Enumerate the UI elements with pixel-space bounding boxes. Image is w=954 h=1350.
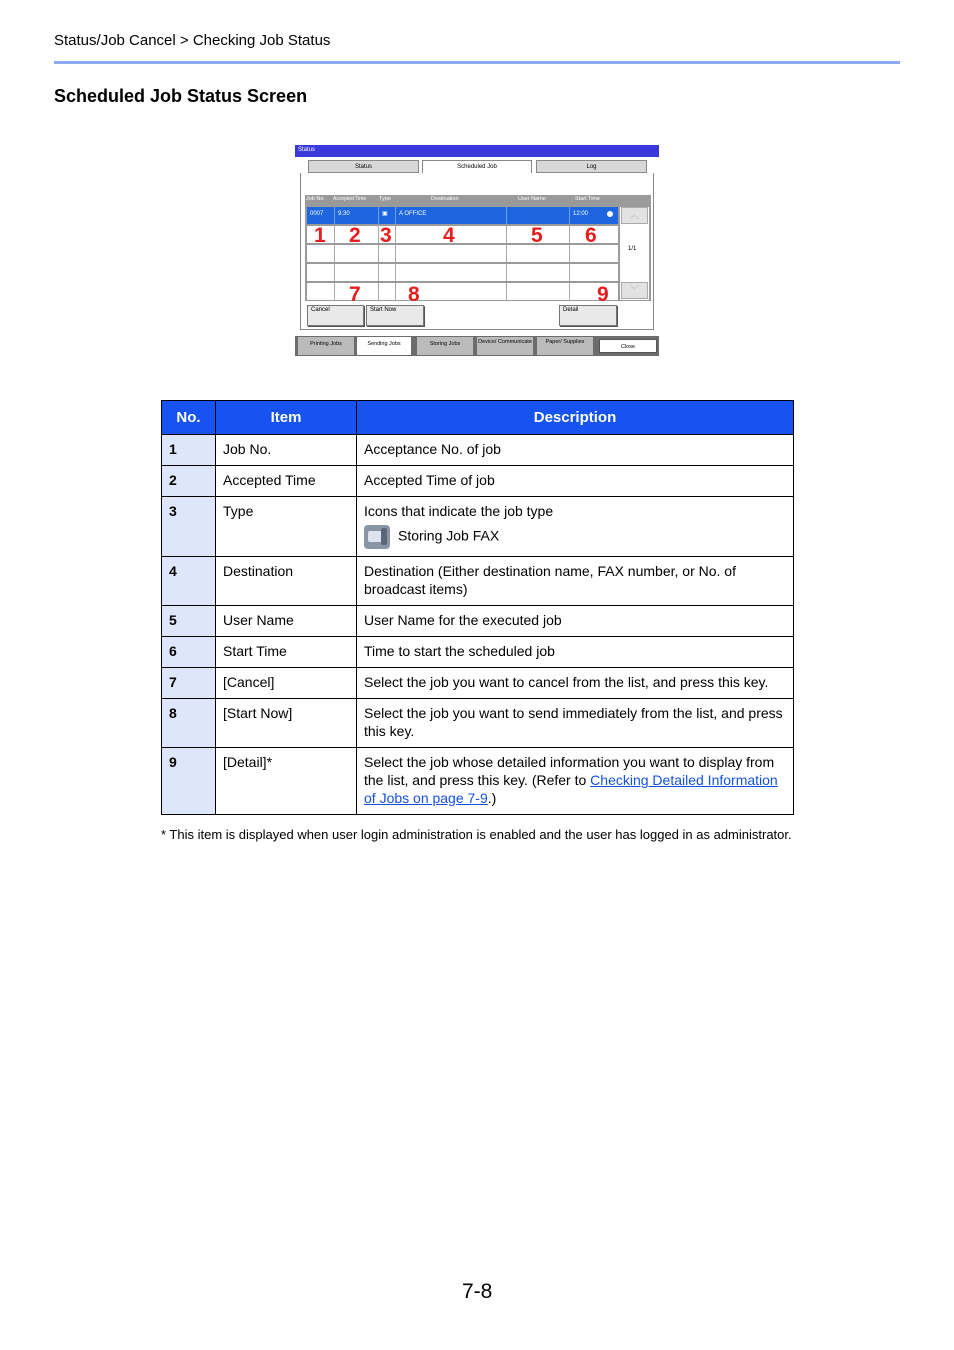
- row-description: Accepted Time of job: [357, 466, 794, 497]
- row-description: Acceptance No. of job: [357, 435, 794, 466]
- col-accepted-time: Accepted Time: [333, 196, 367, 202]
- fax-icon: [364, 525, 390, 549]
- row-no: 7: [162, 668, 216, 699]
- cell-user-name: [507, 207, 570, 224]
- detail-description-text: Select the job whose detailed information you want to display from the list, and press this key. (Refer to: [364, 754, 775, 788]
- tab-status[interactable]: Status: [308, 160, 419, 173]
- header-item: Item: [216, 401, 357, 435]
- row-description: Time to start the scheduled job: [357, 637, 794, 668]
- callout-9: 9: [597, 283, 609, 306]
- cell-start-time: 12:00: [570, 207, 618, 224]
- tab-storing-jobs[interactable]: Storing Jobs: [417, 337, 473, 355]
- row-item: Job No.: [216, 435, 357, 466]
- callout-7: 7: [349, 283, 361, 306]
- start-now-button[interactable]: Start Now: [366, 305, 424, 326]
- row-description: [357, 748, 794, 815]
- callout-4: 4: [443, 224, 455, 247]
- col-job-no: Job No.: [306, 196, 325, 202]
- scroll-down-button[interactable]: ﹀: [621, 282, 648, 299]
- job-row-selected[interactable]: [307, 207, 618, 224]
- type-description: Icons that indicate the job type: [364, 503, 554, 519]
- tab-printing-jobs[interactable]: Printing Jobs: [298, 337, 354, 355]
- table-row: [162, 668, 794, 699]
- job-row-empty[interactable]: [307, 264, 618, 281]
- header-no: No.: [162, 401, 216, 435]
- cell-accepted-time: 9:30: [335, 207, 379, 224]
- cell-job-no: 0007: [307, 207, 335, 224]
- callout-2: 2: [349, 224, 361, 247]
- row-item: [Cancel]: [216, 668, 357, 699]
- callout-3: 3: [380, 224, 392, 247]
- row-description: Destination (Either destination name, FAX number, or No. of broadcast items): [357, 557, 794, 606]
- table-row: [162, 466, 794, 497]
- cell-destination: A OFFICE: [396, 207, 507, 224]
- callout-1: 1: [314, 224, 326, 247]
- row-item: [Detail]*: [216, 748, 357, 815]
- header-description: Description: [357, 401, 794, 435]
- row-no: 4: [162, 557, 216, 606]
- header-divider: [54, 61, 900, 64]
- tab-sending-jobs[interactable]: Sending Jobs: [357, 337, 411, 355]
- row-no: 2: [162, 466, 216, 497]
- page-number: 7-8: [462, 1280, 493, 1303]
- callout-6: 6: [585, 224, 597, 247]
- row-no: 5: [162, 606, 216, 637]
- row-description: Select the job you want to send immediately from the list, and press this key.: [357, 699, 794, 748]
- screen-title: Status: [295, 145, 659, 157]
- col-start-time: Start Time: [575, 196, 601, 202]
- breadcrumb: Status/Job Cancel > Checking Job Status: [54, 32, 331, 49]
- row-no: 1: [162, 435, 216, 466]
- tab-device-communicate[interactable]: Device/ Communicate: [477, 337, 533, 355]
- tab-scheduled-job[interactable]: Scheduled Job: [422, 160, 532, 174]
- tab-paper-supplies[interactable]: Paper/ Supplies: [537, 337, 593, 355]
- table-row: [162, 606, 794, 637]
- callout-8: 8: [408, 283, 420, 306]
- detail-description-end: .): [487, 790, 497, 806]
- row-item: [Start Now]: [216, 699, 357, 748]
- col-user-name: User Name: [518, 196, 546, 202]
- detail-button[interactable]: Detail: [559, 305, 617, 326]
- row-description: [357, 497, 794, 557]
- row-item: Destination: [216, 557, 357, 606]
- clock-icon: [607, 211, 613, 217]
- callout-5: 5: [531, 224, 543, 247]
- scroll-up-button[interactable]: ︿: [621, 207, 648, 224]
- row-no: 6: [162, 637, 216, 668]
- close-button[interactable]: Close: [599, 339, 657, 353]
- table-row: [162, 699, 794, 748]
- col-type: Type: [379, 196, 391, 202]
- table-row: [162, 435, 794, 466]
- description-table: [161, 400, 794, 815]
- fax-icon-label: Storing Job FAX: [398, 527, 500, 544]
- row-item: Start Time: [216, 637, 357, 668]
- scheduled-job-screen: [294, 144, 660, 356]
- row-description: User Name for the executed job: [357, 606, 794, 637]
- table-row: [162, 497, 794, 557]
- type-icon-row: [364, 525, 786, 549]
- row-no: 3: [162, 497, 216, 557]
- row-item: Type: [216, 497, 357, 557]
- col-destination: Destination: [431, 196, 459, 202]
- cancel-button[interactable]: Cancel: [307, 305, 364, 326]
- row-item: Accepted Time: [216, 466, 357, 497]
- table-row: [162, 748, 794, 815]
- section-title: Scheduled Job Status Screen: [54, 86, 308, 106]
- detail-info-link[interactable]: Checking Detailed Information of Jobs on page 7-9: [364, 772, 778, 806]
- fax-icon: ▣: [379, 207, 396, 224]
- row-description: Select the job you want to cancel from the list, and press this key.: [357, 668, 794, 699]
- row-no: 9: [162, 748, 216, 815]
- page-indicator: 1/1: [628, 246, 637, 252]
- table-row: [162, 637, 794, 668]
- row-no: 8: [162, 699, 216, 748]
- footnote: * This item is displayed when user login administration is enabled and the user has logged in as administrator.: [161, 827, 792, 842]
- row-item: User Name: [216, 606, 357, 637]
- table-row: [162, 557, 794, 606]
- tab-log[interactable]: Log: [536, 160, 647, 173]
